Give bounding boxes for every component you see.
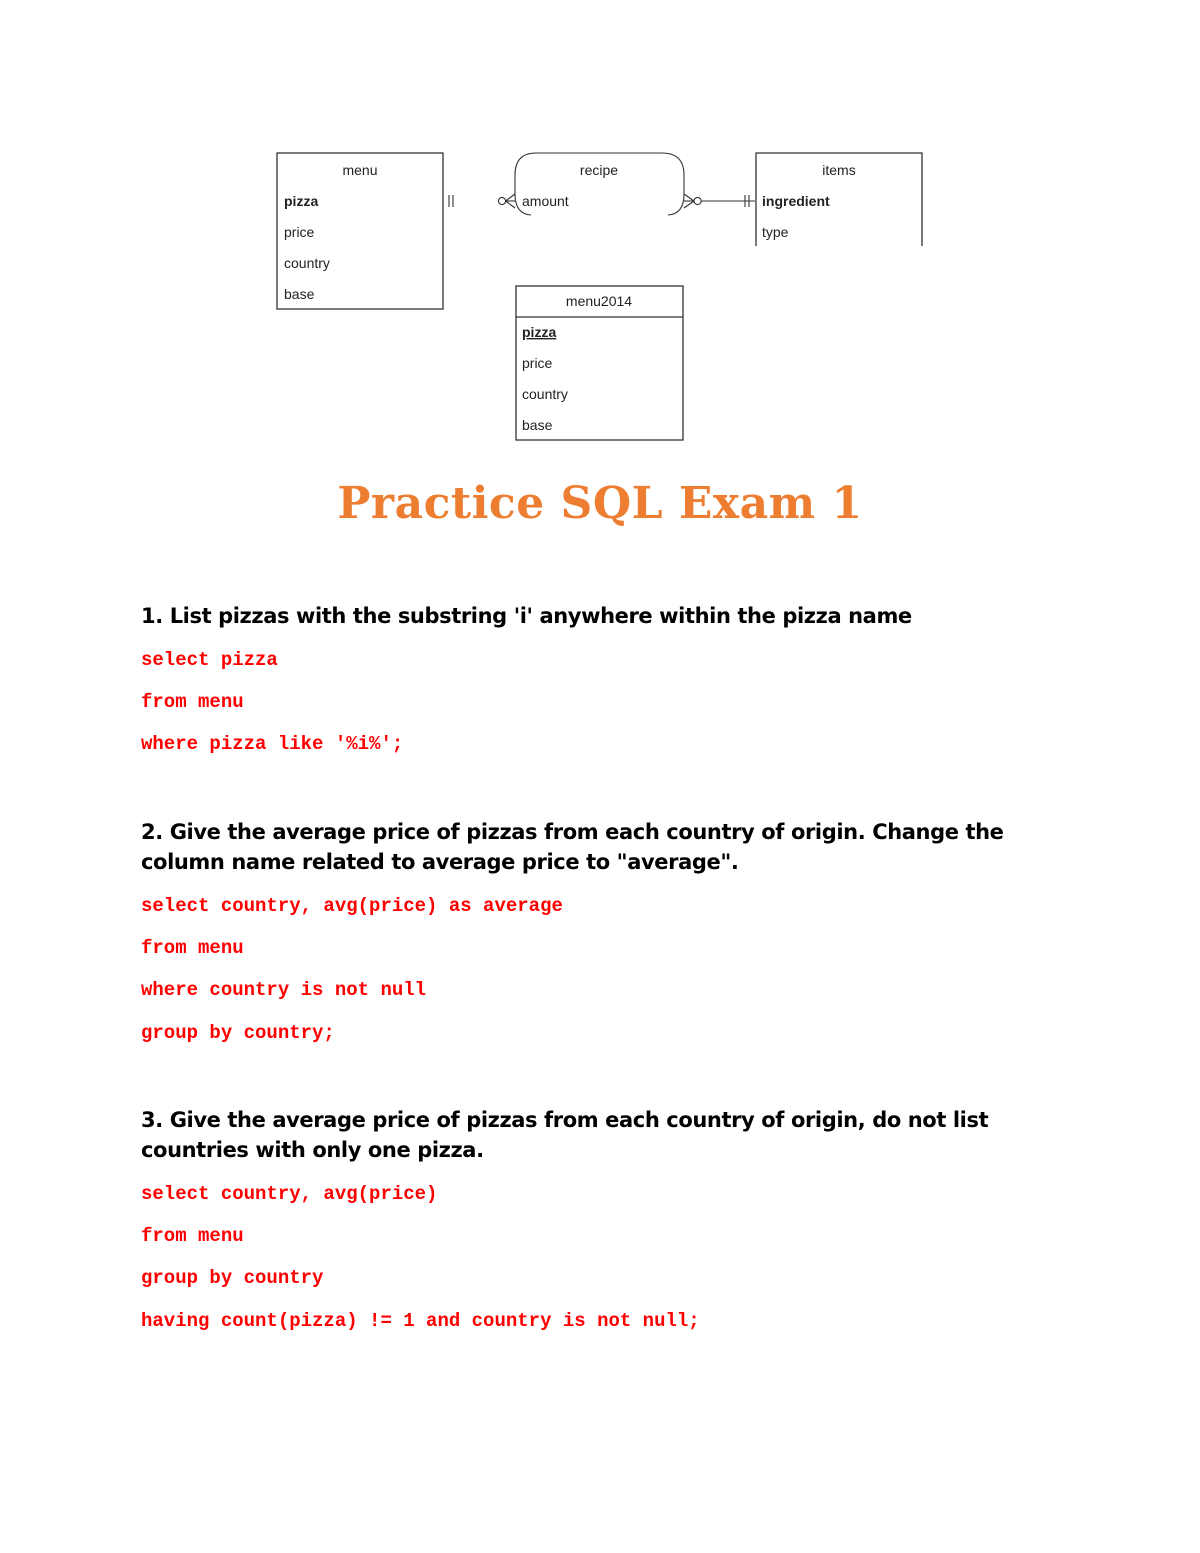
sql-line: from menu xyxy=(141,1225,244,1247)
entity-recipe xyxy=(515,153,684,215)
entity-menu xyxy=(277,153,443,309)
sql-line: having count(pizza) != 1 and country is not null; xyxy=(141,1310,700,1332)
entity-menu2014-field: price xyxy=(522,355,553,371)
entity-items-title: items xyxy=(822,162,856,178)
page-title: Practice SQL Exam 1 xyxy=(337,478,863,529)
sql-line: group by country xyxy=(141,1267,324,1289)
question-1: 1. List pizzas with the substring 'i' anywhere within the pizza name xyxy=(141,604,912,628)
relationship-recipe-items xyxy=(684,194,755,208)
relationship-menu-recipe xyxy=(449,194,515,208)
entity-items-field: type xyxy=(762,224,789,240)
entity-items xyxy=(756,153,922,246)
entity-menu-field: pizza xyxy=(284,193,319,209)
entity-menu2014-field: base xyxy=(522,417,553,433)
entity-menu-field: base xyxy=(284,286,315,302)
entity-menu-field: price xyxy=(284,224,315,240)
sql-line: from menu xyxy=(141,937,244,959)
sql-line: select country, avg(price) as average xyxy=(141,895,563,917)
sql-line: where country is not null xyxy=(141,979,427,1001)
sql-line: select country, avg(price) xyxy=(141,1183,438,1205)
er-diagram xyxy=(0,0,1200,460)
question-3: 3. Give the average price of pizzas from each country of origin, do not list countries with only one pizza. xyxy=(141,1108,989,1162)
sql-line: select pizza xyxy=(141,649,278,671)
entity-menu2014-field: pizza xyxy=(522,324,557,340)
sql-line: from menu xyxy=(141,691,244,713)
sql-line: where pizza like '%i%'; xyxy=(141,733,404,755)
entity-recipe-field: amount xyxy=(522,193,569,209)
sql-line: group by country; xyxy=(141,1022,335,1044)
question-2: 2. Give the average price of pizzas from each country of origin. Change the column name related to average price to "average". xyxy=(141,820,1004,874)
entity-menu-field: country xyxy=(284,255,330,271)
entity-menu2014-title: menu2014 xyxy=(565,293,633,309)
entity-menu-title: menu xyxy=(342,162,378,178)
entity-items-field: ingredient xyxy=(762,193,830,209)
entity-recipe-title: recipe xyxy=(579,162,619,178)
entity-menu2014-field: country xyxy=(522,386,568,402)
entity-menu2014 xyxy=(516,286,683,440)
